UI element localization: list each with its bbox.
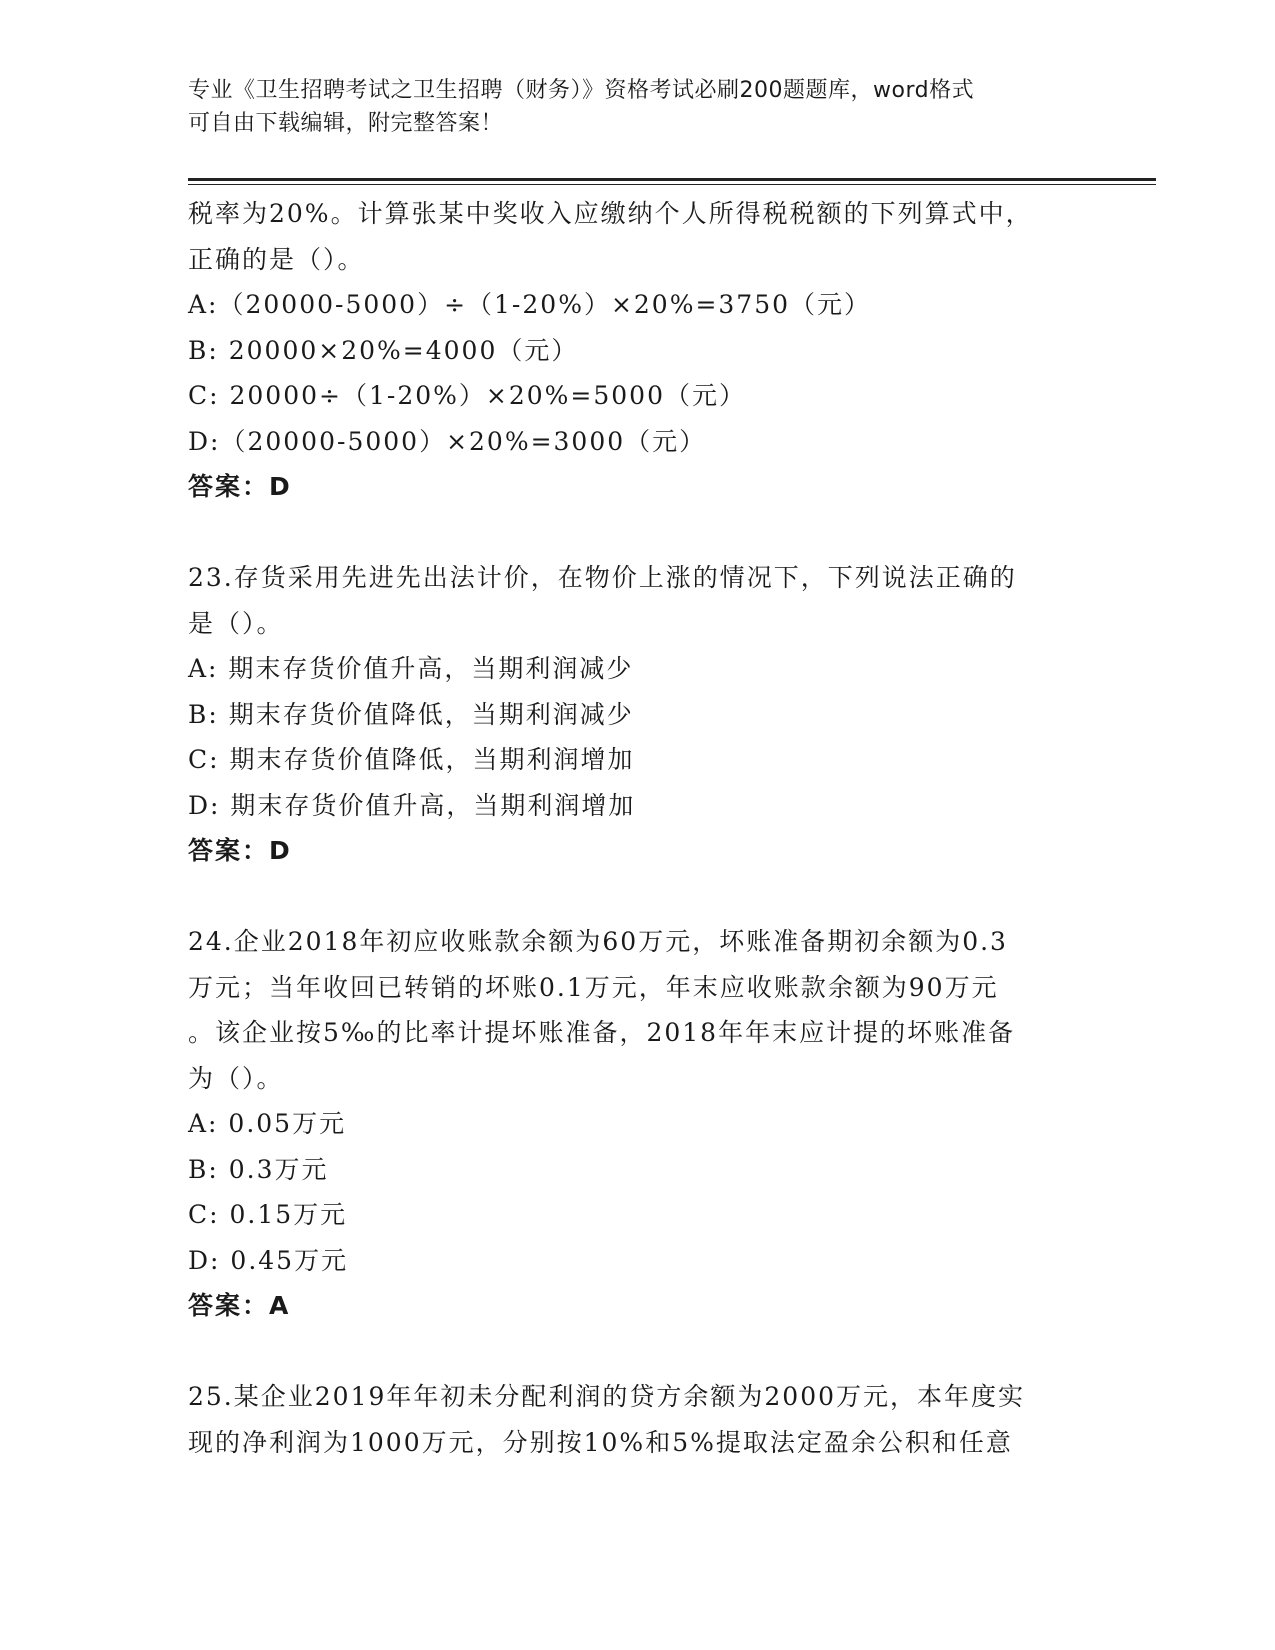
answer: 答案：D bbox=[188, 472, 292, 501]
header-divider-thin bbox=[188, 184, 1156, 185]
question-23 bbox=[188, 555, 1088, 874]
question-stem-line: 税率为20%。计算张某中奖收入应缴纳个人所得税税额的下列算式中， bbox=[188, 199, 1033, 228]
option-d: D: 0.45万元 bbox=[188, 1245, 349, 1275]
option-a: A: 期末存货价值升高，当期利润减少 bbox=[188, 654, 634, 683]
option-c: C: 0.15万元 bbox=[188, 1200, 348, 1229]
question-stem-line: 。该企业按5‰的比率计提坏账准备，2018年年末应计提的坏账准备 bbox=[188, 1018, 1016, 1047]
question-stem-line: 万元；当年收回已转销的坏账0.1万元，年末应收账款余额为90万元 bbox=[188, 972, 999, 1002]
question-stem-line: 现的净利润为1000万元，分别按10%和5%提取法定盈余公积和任意 bbox=[188, 1427, 1013, 1457]
question-25 bbox=[188, 1374, 1088, 1465]
option-a: A:（20000-5000）÷（1-20%）×20%=3750（元） bbox=[188, 290, 872, 319]
header-line-2: 可自由下载编辑，附完整答案！ bbox=[188, 111, 504, 136]
option-d: D:（20000-5000）×20%=3000（元） bbox=[188, 426, 707, 456]
question-24 bbox=[188, 919, 1088, 1329]
answer: 答案：D bbox=[188, 836, 292, 865]
answer: 答案：A bbox=[188, 1291, 291, 1320]
option-c: C: 期末存货价值降低，当期利润增加 bbox=[188, 745, 635, 774]
question-stem-line: 为（）。 bbox=[188, 1063, 284, 1093]
option-a: A: 0.05万元 bbox=[188, 1109, 347, 1138]
question-stem-line: 正确的是（）。 bbox=[188, 244, 365, 274]
question-22 bbox=[188, 191, 1088, 510]
question-stem-line: 25.某企业2019年年初未分配利润的贷方余额为2000万元，本年度实 bbox=[188, 1382, 1026, 1411]
header-line-1: 专业《卫生招聘考试之卫生招聘（财务）》资格考试必刷200题题库，word格式 bbox=[188, 78, 975, 103]
option-b: B: 20000×20%=4000（元） bbox=[188, 335, 579, 365]
question-stem-line: 24.企业2018年初应收账款余额为60万元，坏账准备期初余额为0.3 bbox=[188, 927, 1008, 956]
option-b: B: 期末存货价值降低，当期利润减少 bbox=[188, 699, 634, 729]
option-d: D: 期末存货价值升高，当期利润增加 bbox=[188, 790, 636, 820]
question-stem-line: 是（）。 bbox=[188, 608, 284, 638]
header-divider-thick bbox=[188, 178, 1156, 181]
document-header bbox=[188, 74, 1088, 140]
question-list bbox=[188, 191, 1088, 1465]
option-c: C: 20000÷（1-20%）×20%=5000（元） bbox=[188, 381, 746, 410]
question-stem-line: 23.存货采用先进先出法计价，在物价上涨的情况下，下列说法正确的 bbox=[188, 563, 1017, 592]
option-b: B: 0.3万元 bbox=[188, 1154, 329, 1184]
